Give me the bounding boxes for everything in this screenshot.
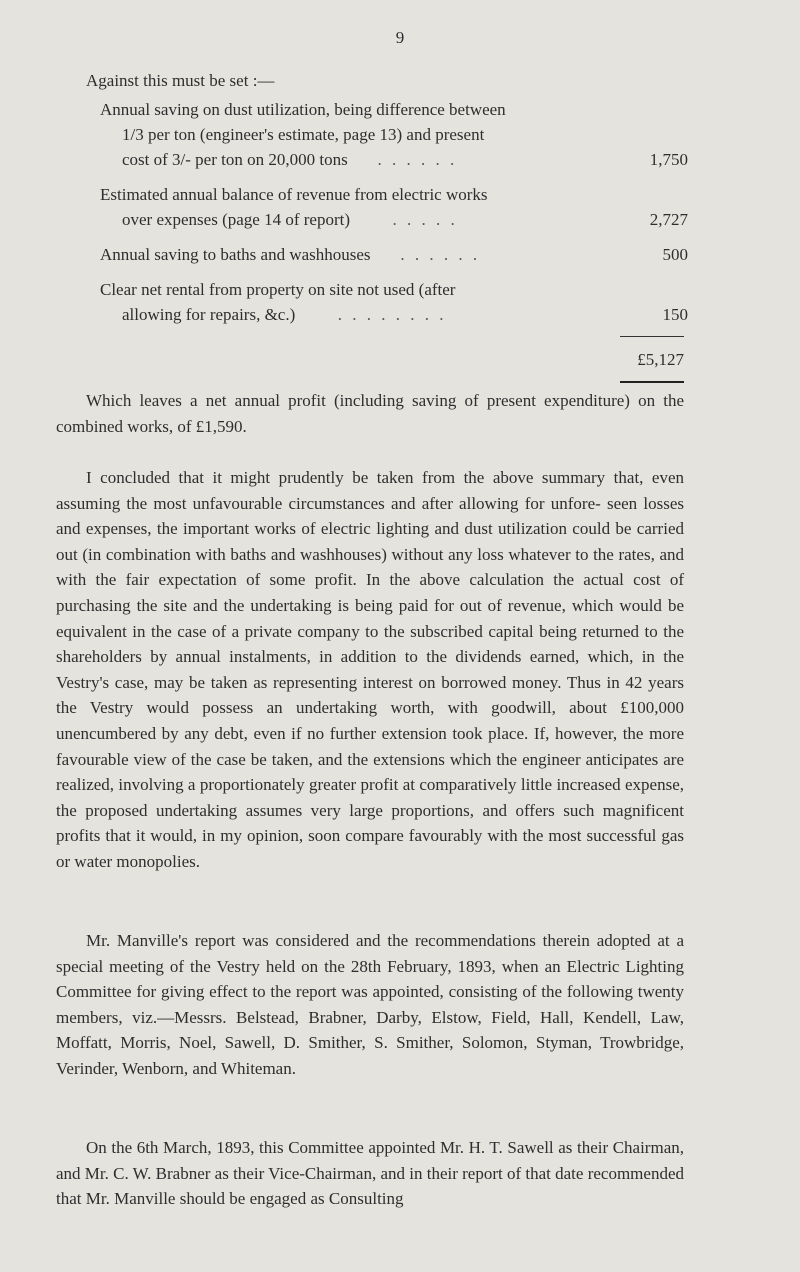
total-double-rule — [620, 381, 684, 385]
leader-dots: . . . . . — [392, 210, 458, 229]
paragraph-committee: Mr. Manville's report was considered and the recommendations therein adopted at a special meeting of the Vestry held on the 28th February, 1893, when an Electric Lighting Committee for giving effect to the report was appointed, consisting of the following twenty members, viz.—Messrs. Belstead, Brabner, Darby, Elstow, Field, Hall, Kendell, Law, Moffatt, Morris, Noel, Sawell, D. Smither, S. Smither, Solomon, Styman, Trowbridge, Verinder, Wenborn, and Whiteman. — [56, 931, 684, 1078]
ledger-row-amount: 1,750 — [649, 150, 688, 169]
paragraph-appointment: On the 6th March, 1893, this Committee appointed Mr. H. T. Sawell as their Chairman, and Mr. C. W. Brabner as their Vice-Chairman, and in their report of that date recommended that Mr. Manville should be engaged as Consulting — [56, 1138, 684, 1209]
leader-dots: . . . . . . — [377, 150, 458, 169]
ledger-row — [100, 277, 688, 327]
ledger-row-description: Annual saving to baths and washhouses . . . . . . — [100, 245, 481, 264]
ledger-total: £5,127 — [637, 350, 684, 369]
leader-dots: . . . . . . . . — [337, 305, 447, 324]
ledger-row-description: Estimated annual balance of revenue from electric works over expenses (page 14 of report) . . . . . — [100, 185, 488, 229]
leader-dots: . . . . . . — [400, 245, 481, 264]
page-number: 9 — [395, 28, 405, 47]
ledger-table — [100, 97, 688, 337]
paragraph-net-profit: Which leaves a net annual profit (including saving of present expenditure) on the combined works, of £1,590. — [56, 391, 684, 436]
ledger-row — [100, 182, 688, 232]
ledger-row-description: Clear net rental from property on site not used (after allowing for repairs, &c.) . . . . . . . . — [100, 280, 456, 324]
ledger-row — [100, 242, 688, 267]
subtotal-rule — [620, 336, 684, 337]
ledger-intro: Against this must be set :— — [86, 71, 275, 90]
ledger-row-description: Annual saving on dust utilization, being difference between 1/3 per ton (engineer's estimate, page 13) and present cost of 3/- per ton on 20,000 tons . . . . . . — [100, 100, 506, 169]
ledger-row-amount: 2,727 — [649, 210, 688, 229]
ledger-row-amount: 500 — [662, 245, 688, 264]
paragraph-conclusion: I concluded that it might prudently be taken from the above summary that, even assuming the most unfavourable circumstances and after allowing for unfore- seen losses and expenses, the important works of electric lighting and dust utilization could be carried out (in combination with baths and washhouses) without any loss whatever to the rates, and with the fair expectation of some profit. In the above calculation the actual cost of purchasing the site and the undertaking is being paid for out of revenue, which would be equivalent in the case of a private company to the subscribed capital being returned to the shareholders by annual instalments, in addition to the dividends earned, which, in the Vestry's case, may be taken as representing interest on borrowed money. Thus in 42 years the Vestry would possess an undertaking worth, with goodwill, about £100,000 unencumbered by any debt, even if no further extension took place. If, however, the more favourable view of the case be taken, and the extensions which the engineer anticipates are realized, involving a proportionately greater profit at comparatively little increased expense, the proposed undertaking assumes very large proportions, and offers such magnificent profits that it would, in my opinion, soon compare favourably with the most successful gas or water monopolies. — [56, 468, 684, 871]
ledger-row — [100, 97, 688, 172]
ledger-row-amount: 150 — [662, 305, 688, 324]
